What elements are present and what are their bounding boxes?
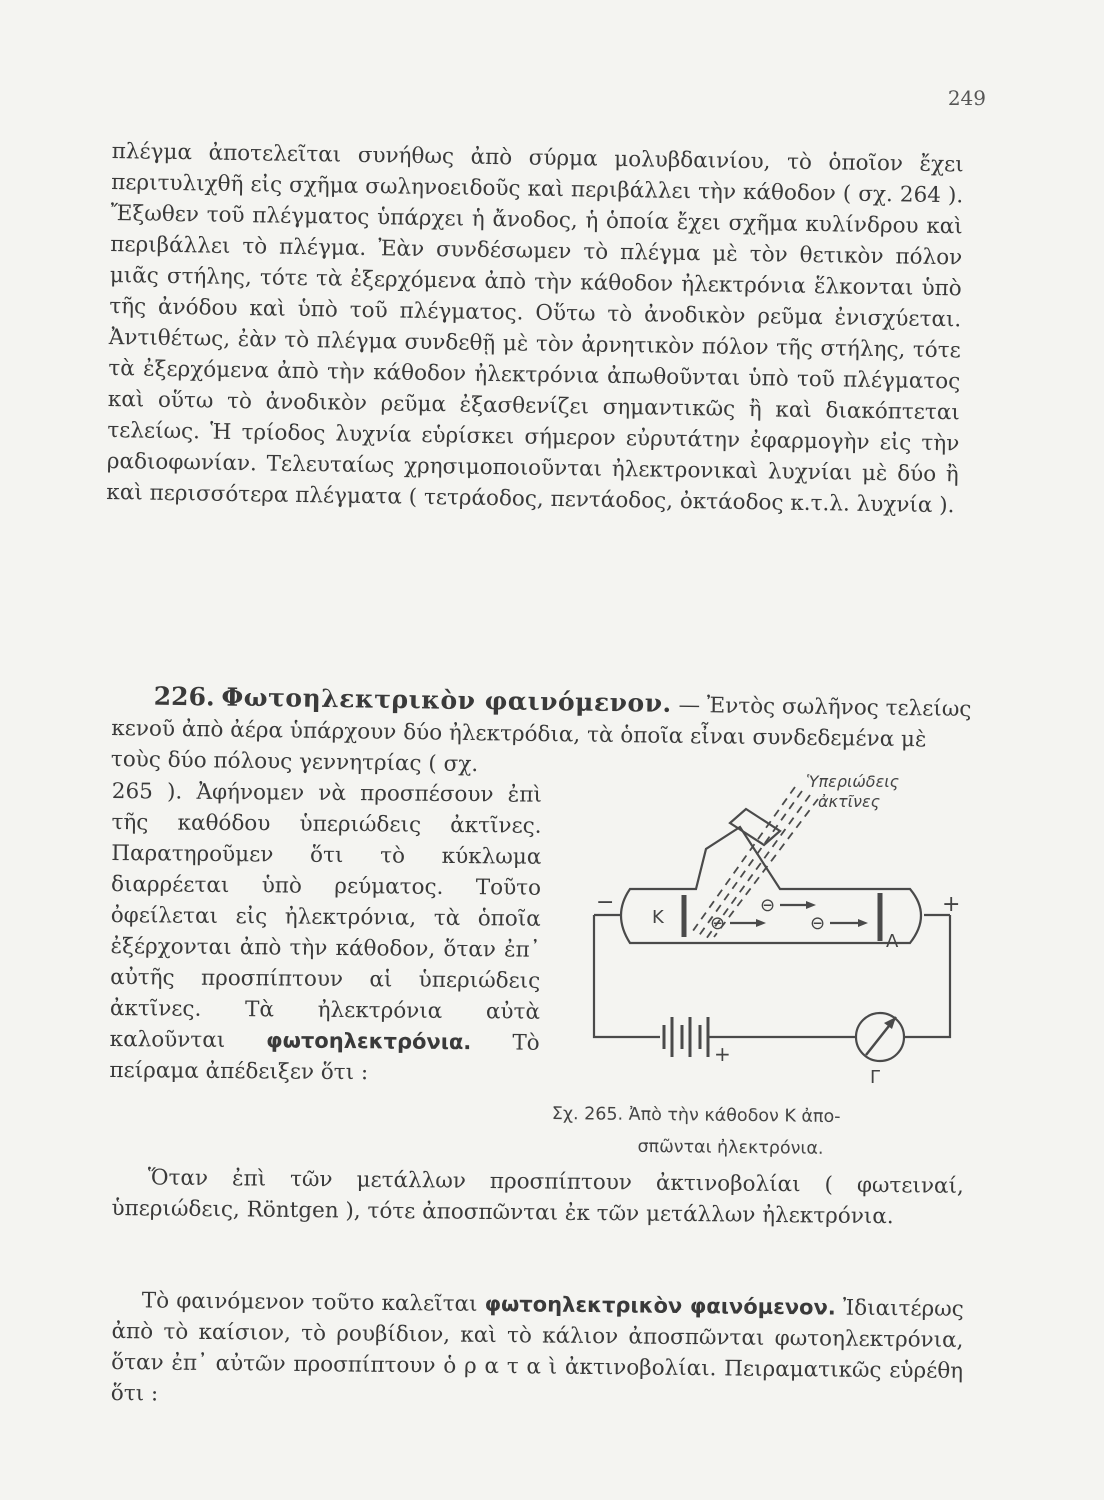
paragraph-experiment — [109, 776, 542, 1090]
section-lead-text: — Ἐντὸς σωλῆνος τελείως κενοῦ ἀπὸ ἀέρα ὑπάρχουν δύο ἠλεκτρόδια, τὰ ὁποῖα εἶναι συνδεδεμένα μὲ τοὺς δύο πόλους γεννητρίας ( σχ. — [110, 692, 972, 778]
vacuum-tube — [621, 827, 921, 943]
uv-label-line1: Ὑπεριώδεις — [806, 772, 900, 791]
section-title: Φωτοηλεκτρικὸν φαινόμενον. — [221, 682, 672, 718]
paragraph-radiation: Ὅταν ἐπὶ τῶν μετάλλων προσπίπτουν ἀκτινοβολίαι ( φωτειναί, ὑπεριώδεις, Röntgen ), τότε ἀποσπῶνται ἐκ τῶν μετάλλων ἠλεκτρόνια. — [111, 1165, 964, 1230]
cathode-label: K — [652, 907, 664, 928]
phenomenon-start: Τὸ φαινόμενον τοῦτο καλεῖται — [141, 1288, 478, 1317]
page-number: 249 — [947, 86, 986, 110]
circuit-wire — [594, 915, 660, 1037]
uv-label-line2: ἀκτῖνες — [818, 792, 880, 811]
battery — [664, 1017, 708, 1057]
anode-label: A — [886, 931, 899, 952]
figure-265 — [580, 765, 980, 1095]
term-photoelectrons: φωτοηλεκτρόνια. — [266, 1028, 472, 1055]
quartz-window — [730, 809, 780, 845]
electron-3: ⊖ — [810, 913, 826, 934]
photoelectric-diagram — [580, 765, 980, 1095]
paragraph-phenomenon — [111, 1285, 964, 1418]
electron-2: ⊖ — [710, 913, 726, 934]
paragraph-triode: πλέγμα ἀποτελεῖται συνήθως ἀπὸ σύρμα μολυβδαινίου, τὸ ὁποῖον ἔχει περιτυλιχθῆ εἰς σχῆμα σωληνοειδοῦς καὶ περιβάλλει τὴν κάθοδον ( σχ. 264 ). Ἔξωθεν τοῦ πλέγματος ὑπάρχει ἡ ἄνοδος, ἡ ὁποία ἔχει σχῆμα κυλίνδρου καὶ περιβάλλει τὸ πλέγμα. Ἐὰν συνδέσωμεν τὸ πλέγμα μὲ τὸν θετικὸν πόλον μιᾶς στήλης, τότε τὰ ἐξερχόμενα ἀπὸ τὴν κάθοδον ἠλεκτρόνια ἕλκονται ὑπὸ τῆς ἀνόδου καὶ ὑπὸ τοῦ πλέγματος. Οὕτω τὸ ἀνοδικὸν ρεῦμα ἐνισχύεται. Ἀντιθέτως, ἐὰν τὸ πλέγμα συνδεθῇ μὲ τὸν ἀρνητικὸν πόλον τῆς στήλης, τότε τὰ ἐξερχόμενα ἀπὸ τὴν κάθοδον ἠλεκτρόνια ἀπωθοῦνται ὑπὸ τοῦ πλέγματος καὶ οὕτω τὸ ἀνοδικὸν ρεῦμα ἐξασθενίζει σημαντικῶς ἢ καὶ διακόπτεται τελείως. Ἡ τρίοδος λυχνία εὑρίσκει σήμερον εὐρυτάτην ἐφαρμογὴν εἰς τὴν ραδιοφωνίαν. Τελευταίως χρησιμοποιοῦνται ἠλεκτρονικαὶ λυχνίαι μὲ δύο ἢ καὶ περισσότερα πλέγματα ( τετράοδος, πεντάοδος, ὀκτάοδος κ.τ.λ. λυχνία ). — [106, 138, 964, 519]
plus-terminal: + — [942, 892, 961, 917]
section-number: 226. — [153, 681, 215, 712]
figure-caption — [551, 1098, 972, 1166]
experiment-text: 265 ). Ἀφήνομεν νὰ προσπέσουν ἐπὶ τῆς καθόδου ὑπεριώδεις ἀκτῖνες. Παρατηροῦμεν ὅτι τὸ κύκλωμα διαρρέεται ὑπὸ ρεύματος. Τοῦτο ὀφείλεται εἰς ἠλεκτρόνια, τὰ ὁποῖα ἐξέρχονται ἀπὸ τὴν κάθοδον, ὅταν ἐπ᾽ αὐτῆς προσπίπτουν αἱ ὑπεριώδεις ἀκτῖνες. Τὰ ἠλεκτρόνια αὐτὰ καλοῦνται — [109, 778, 542, 1053]
minus-terminal: − — [596, 890, 615, 915]
phenomenon-rest: Ἰδιαιτέρως ἀπὸ τὸ καίσιον, τὸ ρουβίδιον, καὶ τὸ κάλιον ἀποσπῶνται φωτοηλεκτρόνια, ὅταν ἐπ᾽ αὐτῶν προσπίπτουν ὁ ρ α τ α ὶ ἀκτινοβολίαι. Πειραματικῶς εὑρέθη ὅτι : — [110, 1295, 964, 1407]
electron-1: ⊖ — [760, 895, 776, 916]
battery-plus: + — [714, 1042, 731, 1066]
term-photoelectric: φωτοηλεκτρικὸν φαινόμενον. — [484, 1291, 836, 1320]
caption-line1: Σχ. 265. Ἀπὸ τὴν κάθοδον Κ ἀπο- — [551, 1103, 841, 1128]
caption-line2: σπῶνται ἠλεκτρόνια. — [637, 1136, 824, 1159]
experiment-tail: Τὸ πείραμα ἀπέδειξεν ὅτι : — [109, 1030, 540, 1086]
galvanometer-label: Γ — [870, 1067, 881, 1088]
